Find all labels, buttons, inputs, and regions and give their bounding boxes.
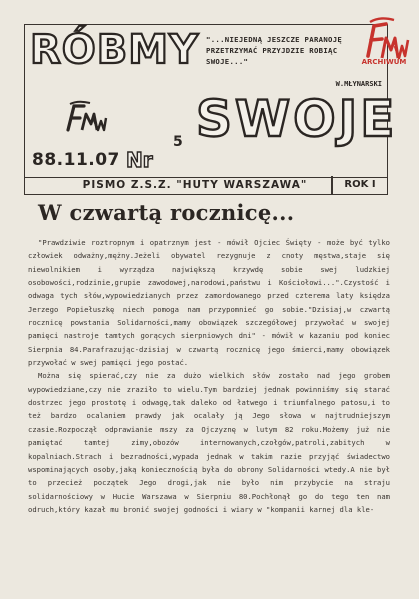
masthead-motto-author: W.MŁYNARSKI	[335, 80, 382, 88]
archive-stamp-label: ARCHIWUM	[361, 58, 407, 66]
masthead-title-top: RÓBMY	[30, 27, 200, 73]
masthead-title-bottom: SWOJE	[196, 90, 398, 148]
publication-year: ROK I	[344, 179, 376, 190]
publication-subtitle: PISMO Z.S.Z. "HUTY WARSZAWA"	[82, 179, 308, 191]
issue-date: 88.11.07	[32, 150, 120, 170]
masthead-motto: "...NIEJEDNĄ JESZCZE PARANOJĘ PRZETRZYMAĆ PRZYJDZIE ROBIĄC SWOJE..."	[206, 35, 343, 66]
article-paragraph: Można się spierać,czy nie za dużo wielkich słów zostało nad jego grobem wypowiedziane,czy nie zraziło to wielu.Tym bardziej jednak powinniśmy się starać dostrzec jego prostotę i odwagę,tak daleko od łatwego i triumfalnego patosu,i to też bardzo ocalaniem prawdy jak ocalały ją Jego słowa w najtrudniejszym czasie.Rozpoczął odprawianie mszy za Ojczyznę w lutym 82 roku.Możemy już nie pamiętać tamtej zimy,obozów internowanych,czołgów,patroli,zabitych w kopalniach.Strach i bezradności,wypada jednak w takim razie przyjąć świadectwo wspominających osoby,jaką koniecznością była do obrony Solidarności wtedy.A nie był to przecież początek Jego drogi,jak nie było nim przybycie na straju solidarnościowy w Hucie Warszawa w Sierpniu 80.Pochłonął go do tego ten nam odruch,który kazał mu bronić swojej godności i wiary w "kompanii karnej dla kle-	[28, 371, 390, 514]
article-body	[28, 236, 390, 516]
issue-label: Nr	[126, 148, 153, 172]
subtitle-divider	[331, 176, 333, 194]
fmw-logo-icon	[64, 100, 108, 134]
issue-number: 5	[173, 134, 183, 150]
article-headline: W czwartą rocznicę...	[38, 200, 295, 225]
article-paragraph: "Prawdziwie roztropnym i opatrznym jest - mówił Ojciec Święty - może być tylko człowiek odważny,mężny.Jeżeli obywatel rezygnuje z cnoty męstwa,staje się niewolnikiem i wyrządza największą krzywdę sobie swej ludzkiej osobowości,rodzinie,grupie zawodowej,narodowi,państwu i Kościołowi...".Czystość i odwaga tych słów,wypowiedzianych przez zamordowanego przed czterema laty księdza Jerzego Popiełuszkę niech pomoga nam przypomnieć go sobie."Dzisiaj,w czwartą rocznicę powstania Solidarności,mamy obowiązek szczegółowej przywołać w swojej pamięci nastroje tamtych gorących sierpniowych dni" - mówił w kazaniu pod koniec Sierpnia 84.Parafrazując-dzisiaj w czwartą rocznicę jego śmierci,mamy obowiązek przywołać w swej pamięci jego postać.	[28, 238, 390, 368]
